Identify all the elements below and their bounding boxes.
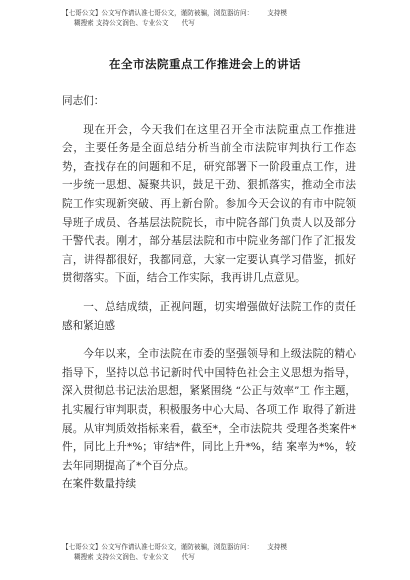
footer-line2: 糊搜索 支持公文润色、专业公文 代写	[74, 553, 195, 561]
footer-line1: 【七哥公文】公文写作请认准七哥公文，谨防被骗，浏览器访问：	[62, 543, 254, 551]
paragraph-results: 今年以来，全市法院在市委的坚强领导和上级法院的精心指导下，坚持以总书记新时代中国特色社会主义思想为指导，深入贯彻总书记法治思想，紧紧围绕 “公正与效率”工 作主题，扎实履行审判职责，积极服务中心大局、各项工作 取得了新进展。从审判质效指标来看，截至*，全市法院共 受理各类案件*件，同比上升*%；审结*件，同比上升*%，结 案率为*%，较去年同期提高了*个百分点。	[62, 348, 356, 472]
paragraph-continued: 在案件数量持续	[62, 478, 137, 491]
page-header-watermark	[62, 8, 362, 28]
header-right: 支持模	[267, 9, 287, 17]
header-line1: 【七哥公文】公文写作请认准七哥公文，谨防被骗，浏览器访问：	[62, 9, 254, 17]
document-title: 在全市法院重点工作推进会上的讲话	[109, 57, 301, 71]
paragraph-intro: 现在开会，今天我们在这里召开全市法院重点工作推进会，主要任务是全面总结分析当前全市法院审判执行工作态势，查找存在的问题和不足，研究部署下一阶段重点工作，进一步统一思想、凝聚共识，鼓足干劲、狠抓落实，推动全市法院工作实现新突破、再上新台阶。参加今天会议的有市中院领导班子成员、各基层法院院长，市中院各部门负责人以及部分干警代表。刚才，部分基层法院和市中院业务部门作了汇报发言，讲得都很好，我都同意，大家一定要认真学习借鉴，抓好贯彻落实。下面，结合工作实际，我再讲几点意见。	[62, 123, 356, 285]
document-body	[62, 92, 356, 494]
salutation: 同志们：	[62, 95, 105, 107]
footer-right: 支持模	[267, 543, 287, 551]
page-footer-watermark	[62, 542, 362, 562]
section-heading: 一、总结成绩，正视问题，切实增强做好法院工作的责任感和紧迫感	[62, 300, 356, 332]
header-line2: 糊搜索 支持公文润色、专业公文 代写	[74, 19, 195, 27]
